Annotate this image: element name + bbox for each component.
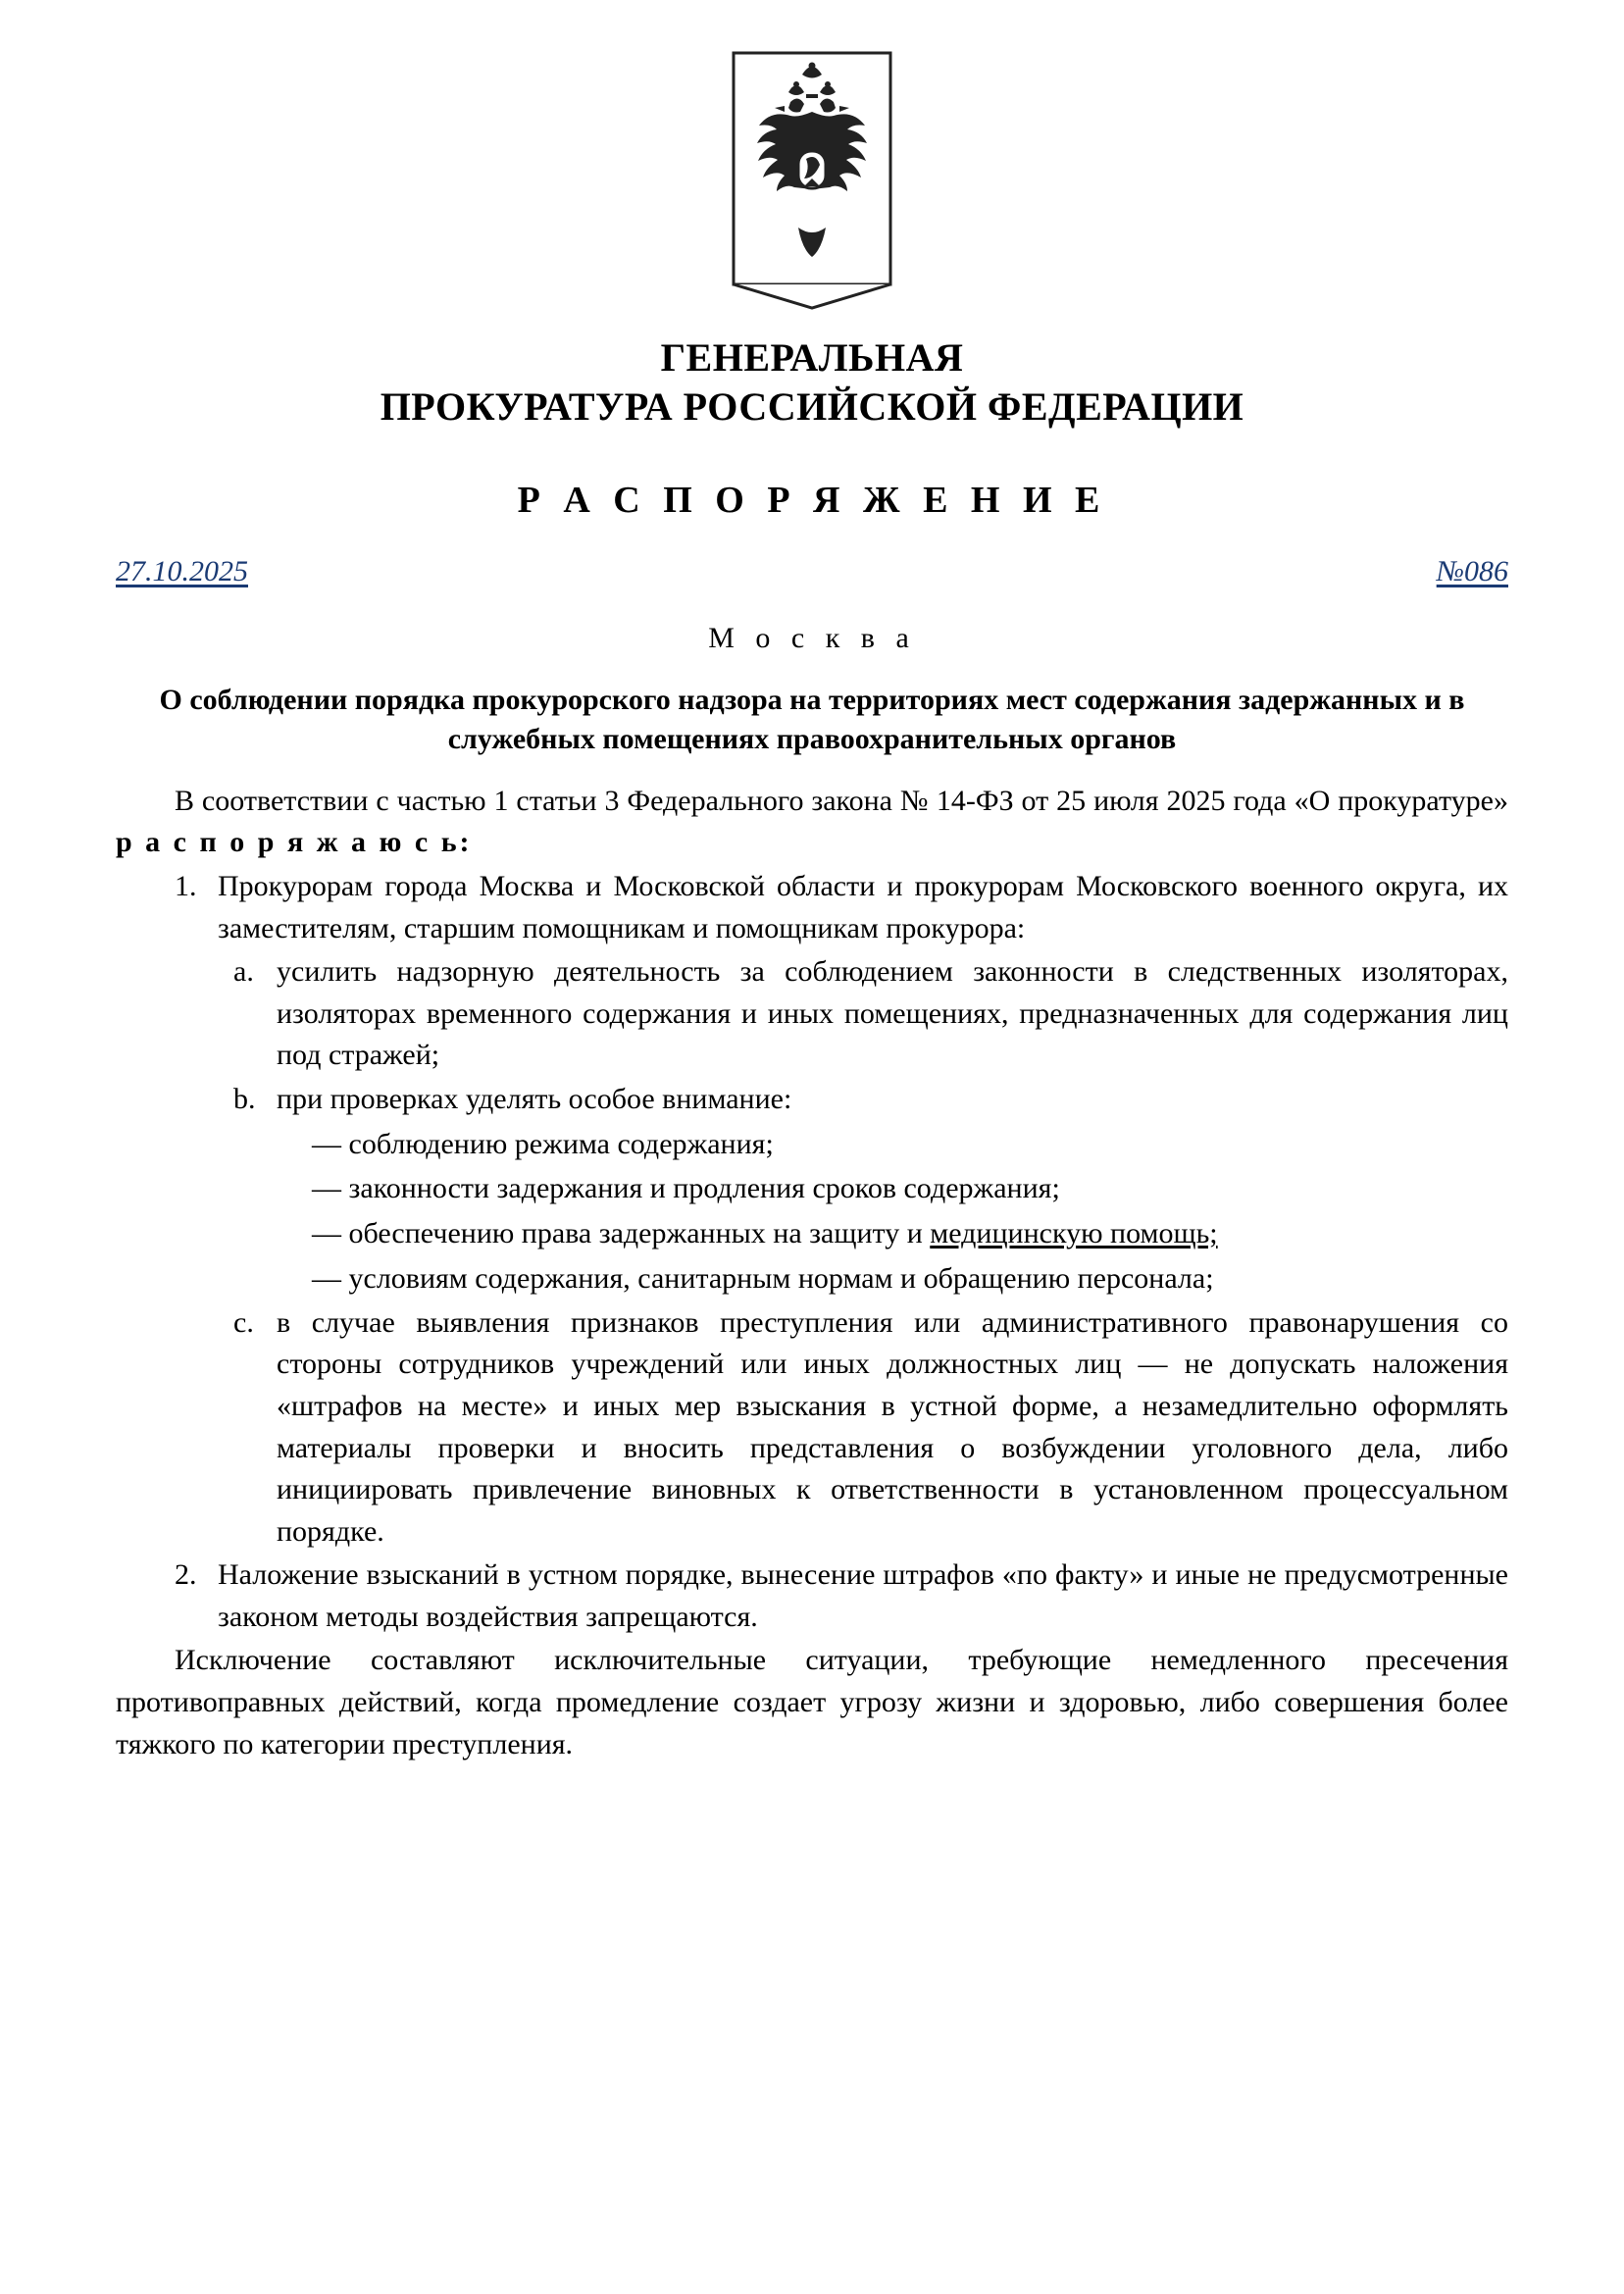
city-label: М о с к в а: [708, 622, 916, 654]
preamble-paragraph: [116, 781, 1508, 864]
dash-item-3-underlined: медицинскую помощь;: [930, 1217, 1218, 1250]
clause-1b: [116, 1079, 1508, 1121]
document-type-heading: Р А С П О Р Я Ж Е Н И Е: [517, 480, 1107, 521]
clause-2-marker: 2.: [175, 1558, 197, 1592]
coat-of-arms-container: [116, 49, 1508, 312]
dash-item-4: — условиям содержания, санитарным нормам и обращению персонала;: [312, 1261, 1214, 1295]
clause-1b-text: при проверках уделять особое внимание:: [277, 1082, 792, 1115]
clause-1c-marker: c.: [233, 1305, 254, 1339]
organization-title-line-1: ГЕНЕРАЛЬНАЯ: [660, 335, 964, 380]
clause-1a: [116, 951, 1508, 1077]
russian-coat-of-arms-icon: [730, 49, 894, 312]
dash-item-1: — соблюдению режима содержания;: [312, 1127, 774, 1160]
closing-paragraph: Исключение составляют исключительные ситуации, требующие немедленного пресечения противоправных действий, когда промедление создает угрозу жизни и здоровью, либо совершения более тяжкого по категории преступления.: [116, 1644, 1508, 1760]
clause-2-text: Наложение взысканий в устном порядке, вынесение штрафов «по факту» и иные не предусмотренные законом методы воздействия запрещаются.: [218, 1558, 1508, 1633]
document-subject: О соблюдении порядка прокурорского надзора на территориях мест содержания задержанных и в служебных помещениях правоохранительных органов: [159, 684, 1465, 755]
organization-title-line-2: ПРОКУРАТУРА РОССИЙСКОЙ ФЕДЕРАЦИИ: [380, 384, 1244, 429]
document-meta-row: [116, 555, 1508, 588]
clause-1a-text: усилить надзорную деятельность за соблюдением законности в следственных изоляторах, изоляторах временного содержания и иных помещениях, предназначенных для содержания лиц под стражей;: [277, 955, 1508, 1072]
clause-2: [116, 1555, 1508, 1638]
clause-1-text: Прокурорам города Москва и Московской области и прокурорам Московского военного округа, их заместителям, старшим помощникам и помощникам прокурора:: [218, 869, 1508, 944]
dash-item-3: [116, 1212, 1508, 1255]
clause-1-marker: 1.: [175, 869, 197, 902]
clause-1c-text: в случае выявления признаков преступления или административного правонарушения со стороны сотрудников учреждений или иных должностных лиц — не допускать наложения «штрафов на месте» и иных мер взыскания в устной форме, а незамедлительно оформлять материалы проверки и вносить представления о возбуждении уголовного дела, либо инициировать привлечение виновных к ответственности в установленном процессуальном порядке.: [277, 1305, 1508, 1548]
organization-title: [116, 333, 1508, 432]
clause-1b-marker: b.: [233, 1082, 256, 1115]
clause-1c: [116, 1302, 1508, 1554]
document-date: 27.10.2025: [116, 555, 248, 587]
clause-1: [116, 866, 1508, 949]
dash-item-2: — законности задержания и продления сроков содержания;: [312, 1172, 1060, 1205]
preamble-emphasis: р а с п о р я ж а ю с ь:: [116, 826, 473, 859]
dash-item-3-text: — обеспечению права задержанных на защиту и: [312, 1217, 931, 1250]
preamble-text: В соответствии с частью 1 статьи 3 Федерального закона № 14-ФЗ от 25 июля 2025 года «О прокуратуре»: [175, 784, 1508, 817]
clause-1a-marker: a.: [233, 955, 254, 989]
document-number: №086: [1436, 555, 1508, 587]
